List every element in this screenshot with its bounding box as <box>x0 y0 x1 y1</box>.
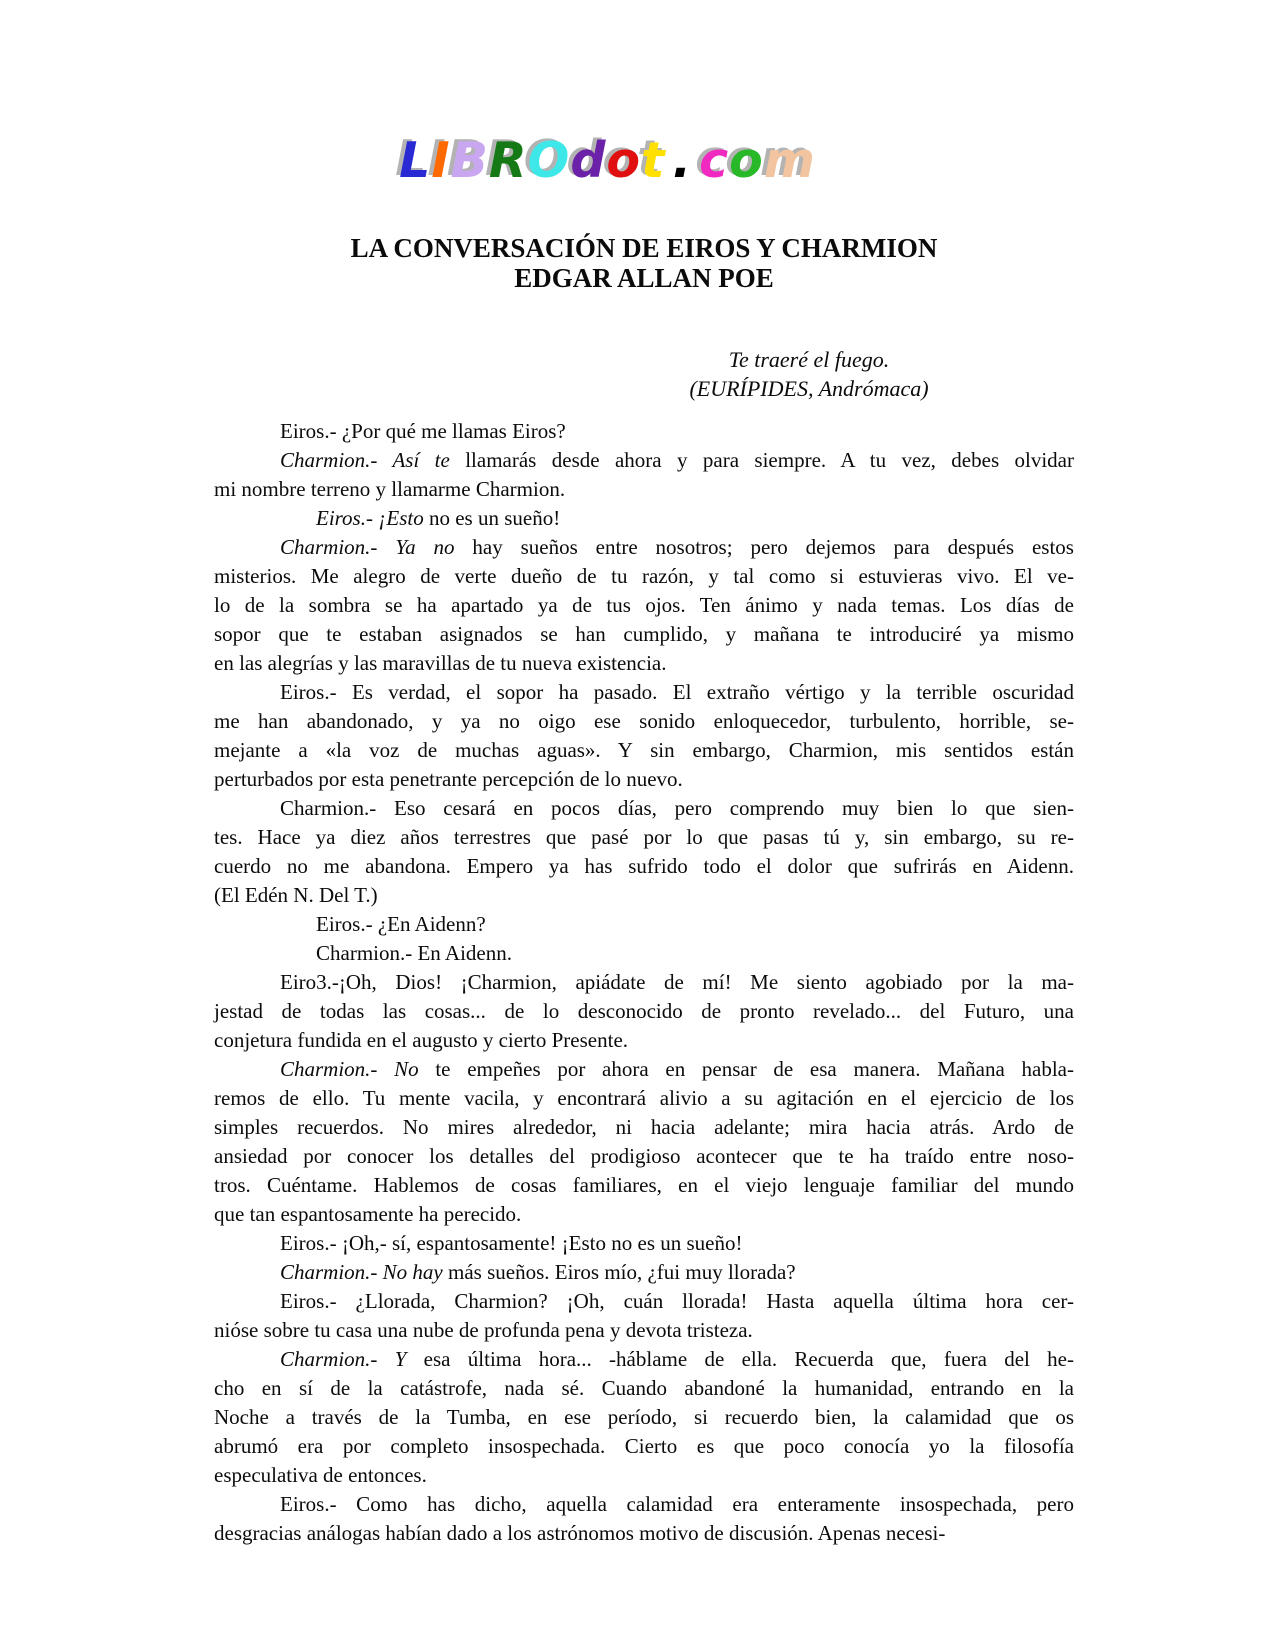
epigraph-attribution: (EURÍPIDES, Andrómaca) <box>689 375 929 401</box>
body-line: Charmion.- No hay más sueños. Eiros mío, ¿fui muy llorada? <box>280 1259 796 1284</box>
body-line: Charmion.- Y esa última hora... -háblame de ella. Recuerda que, fuera del he- <box>280 1346 1074 1371</box>
body-line: remos de ello. Tu mente vacila, y encontrará alivio a su agitación en el ejercicio de los <box>214 1085 1074 1110</box>
site-logo-wrap <box>0 0 1275 191</box>
body-line: sopor que te estaban asignados se han cumplido, y mañana te introduciré ya mismo <box>214 621 1074 646</box>
logo-letter: B <box>450 132 489 189</box>
logo-letter: o <box>729 132 764 189</box>
logo-letter: m <box>763 132 816 189</box>
body-line: abrumó era por completo insospechada. Cierto es que poco conocía yo la filosofía <box>214 1433 1074 1458</box>
paragraph <box>214 678 1074 794</box>
body-line: tros. Cuéntame. Hablemos de cosas familiares, en el viejo lenguaje familiar del mundo <box>214 1172 1074 1197</box>
body-line: cuerdo no me abandona. Empero ya has sufrido todo el dolor que sufrirás en Aidenn. <box>214 853 1074 878</box>
body-line: conjetura fundida en el augusto y cierto Presente. <box>214 1027 629 1052</box>
body-line: desgracias análogas habían dado a los astrónomos motivo de discusión. Apenas necesi- <box>214 1520 946 1545</box>
paragraph <box>214 1490 1074 1548</box>
paragraph <box>214 1055 1074 1229</box>
logo-letter: R <box>488 132 528 189</box>
body-line: mejante a «la voz de muchas aguas». Y sin embargo, Charmion, mis sentidos están <box>214 737 1074 762</box>
body-line: Eiros.- ¡Esto no es un sueño! <box>316 505 561 530</box>
speaker-lead-italic: Charmion.- Y <box>280 1346 407 1371</box>
paragraph <box>214 1229 1074 1258</box>
paragraph <box>214 533 1074 678</box>
body-line: Charmion.- No te empeñes por ahora en pensar de esa manera. Mañana habla- <box>280 1056 1074 1081</box>
story-title-block <box>214 233 1074 293</box>
speaker-lead-italic: Charmion.- No <box>280 1056 419 1081</box>
body-line: especulativa de entonces. <box>214 1462 427 1487</box>
logo-letter: L <box>399 132 432 189</box>
body-line: Eiros.- Como has dicho, aquella calamidad era enteramente insospechada, pero <box>280 1491 1074 1516</box>
paragraph <box>214 1345 1074 1490</box>
body-line: me han abandonado, y ya no oigo ese sonido enloquecedor, turbulento, horrible, se- <box>214 708 1074 733</box>
body-line: que tan espantosamente ha perecido. <box>214 1201 522 1226</box>
paragraph <box>214 1258 1074 1287</box>
logo-letter: t <box>641 132 666 189</box>
librodot-logo <box>399 132 816 191</box>
body-line: Eiros.- ¿Por qué me llamas Eiros? <box>280 418 566 443</box>
body-line: (El Edén N. Del T.) <box>214 882 378 907</box>
body-line: Charmion.- Eso cesará en pocos días, pero comprendo muy bien lo que sien- <box>280 795 1074 820</box>
body-line: ansiedad por conocer los detalles del prodigioso acontecer que te ha traído entre noso- <box>214 1143 1074 1168</box>
story-author: EDGAR ALLAN POE <box>514 262 774 293</box>
paragraph <box>214 794 1074 910</box>
body-line: Charmion.- Ya no hay sueños entre nosotros; pero dejemos para después estos <box>280 534 1074 559</box>
body-line: nióse sobre tu casa una nube de profunda pena y devota tristeza. <box>214 1317 753 1342</box>
body-line: perturbados por esta penetrante percepción de lo nuevo. <box>214 766 683 791</box>
paragraph <box>214 504 1074 533</box>
body-line: Charmion.- En Aidenn. <box>316 940 512 965</box>
body-line: Eiros.- ¿Llorada, Charmion? ¡Oh, cuán llorada! Hasta aquella última hora cer- <box>280 1288 1074 1313</box>
speaker-lead-italic: Eiros.- ¡Esto <box>316 505 424 530</box>
paragraph <box>214 910 1074 939</box>
body-line: en las alegrías y las maravillas de tu nueva existencia. <box>214 650 667 675</box>
body-line: Eiros.- Es verdad, el sopor ha pasado. El extraño vértigo y la terrible oscuridad <box>280 679 1074 704</box>
epigraph-quote: Te traeré el fuego. <box>728 346 890 372</box>
logo-letter: O <box>527 132 571 189</box>
logo-dot: . <box>672 132 693 189</box>
body-line: Eiros.- ¡Oh,- sí, espantosamente! ¡Esto no es un sueño! <box>280 1230 743 1255</box>
speaker-lead-italic: Charmion.- No hay <box>280 1259 443 1284</box>
epigraph <box>599 345 1019 403</box>
speaker-lead-italic: Charmion.- Así te <box>280 447 450 472</box>
body-line: misterios. Me alegro de verte dueño de tu razón, y tal como si estuvieras vivo. El ve- <box>214 563 1074 588</box>
body-line: lo de la sombra se ha apartado ya de tus ojos. Ten ánimo y nada temas. Los días de <box>214 592 1074 617</box>
speaker-lead-italic: Charmion.- Ya no <box>280 534 455 559</box>
logo-letter: I <box>431 132 451 189</box>
body-line: mi nombre terreno y llamarme Charmion. <box>214 476 566 501</box>
body-line: Charmion.- Así te llamarás desde ahora y para siempre. A tu vez, debes olvidar <box>280 447 1074 472</box>
logo-letter: o <box>606 132 642 189</box>
body-line: Noche a través de la Tumba, en ese período, si recuerdo bien, la calamidad que os <box>214 1404 1074 1429</box>
body-line: cho en sí de la catástrofe, nada sé. Cuando abandoné la humanidad, entrando en la <box>214 1375 1074 1400</box>
paragraph <box>214 968 1074 1055</box>
logo-letter: c <box>699 132 730 189</box>
body-line: Eiro3.-¡Oh, Dios! ¡Charmion, apiádate de mí! Me siento agobiado por la ma- <box>280 969 1074 994</box>
logo-letter: d <box>570 132 607 189</box>
body-line: simples recuerdos. No mires alrededor, ni hacia adelante; mira hacia atrás. Ardo de <box>214 1114 1074 1139</box>
paragraph <box>214 417 1074 446</box>
body-line: tes. Hace ya diez años terrestres que pasé por lo que pasas tú y, sin embargo, su re- <box>214 824 1074 849</box>
paragraph <box>214 446 1074 504</box>
story-body <box>214 417 1074 1548</box>
body-line: Eiros.- ¿En Aidenn? <box>316 911 486 936</box>
paragraph <box>214 1287 1074 1345</box>
story-title: LA CONVERSACIÓN DE EIROS Y CHARMION <box>350 232 938 263</box>
text-column <box>214 233 1074 1548</box>
paragraph <box>214 939 1074 968</box>
body-line: jestad de todas las cosas... de lo desconocido de pronto revelado... del Futuro, una <box>214 998 1074 1023</box>
